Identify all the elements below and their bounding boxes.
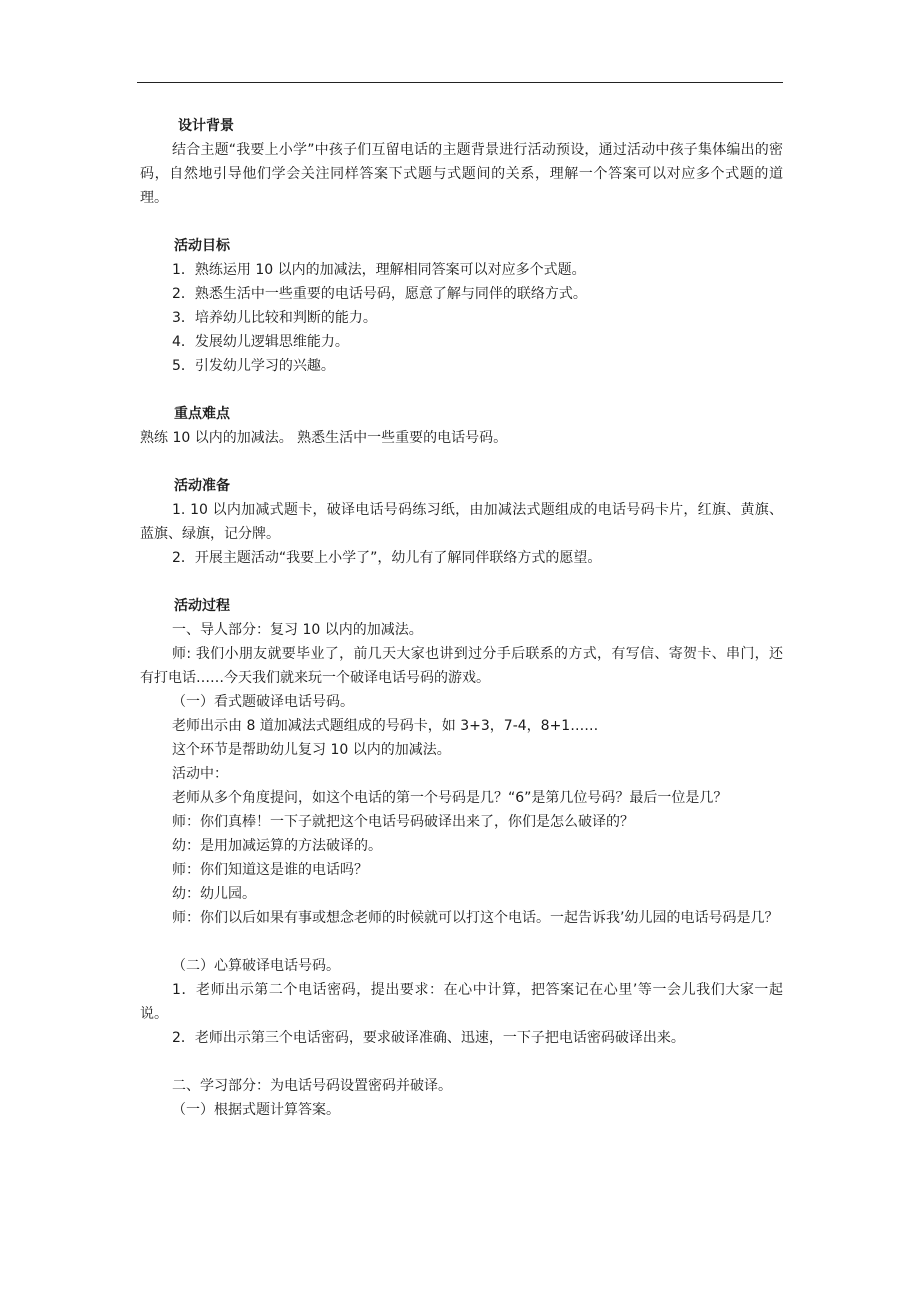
- process-line: 幼：幼儿园。: [172, 886, 256, 902]
- process-line: （一）看式题破译电话号码。: [172, 694, 354, 710]
- process-line: 老师出示由 8 道加减法式题组成的号码卡，如 3+3，7-4，8+1……: [172, 718, 599, 734]
- process-line: 这个环节是帮助幼儿复习 10 以内的加减法。: [172, 742, 451, 758]
- process-line: （一）根据式题计算答案。: [172, 1102, 340, 1118]
- key-points-text: 熟练 10 以内的加减法。 熟悉生活中一些重要的电话号码。: [140, 430, 508, 446]
- process-line: 师：你们真棒！一下子就把这个电话号码破译出来了，你们是怎么破译的？: [172, 814, 634, 830]
- section-title-key-points: 重点难点: [174, 406, 230, 422]
- process-line: 一、导人部分：复习 10 以内的加减法。: [172, 622, 423, 638]
- section-title-goals: 活动目标: [174, 238, 230, 254]
- preparation-item: 1. 10 以内加减式题卡，破译电话号码练习纸，由加减法式题组成的电话号码卡片，红旗、黄旗、蓝旗、绿旗，记分牌。: [140, 502, 783, 542]
- goal-item: 1．熟练运用 10 以内的加减法，理解相同答案可以对应多个式题。: [172, 262, 586, 278]
- goal-item: 2．熟悉生活中一些重要的电话号码，愿意了解与同伴的联络方式。: [172, 286, 587, 302]
- background-paragraph: 结合主题“我要上小学”中孩子们互留电话的主题背景进行活动预设，通过活动中孩子集体编出的密码，自然地引导他们学会关注同样答案下式题与式题间的关系，理解一个答案可以对应多个式题的道理。: [140, 142, 783, 206]
- process-line: 师: 我们小朋友就要毕业了，前几天大家也讲到过分手后联系的方式，有写信、寄贺卡、串门，还有打电话……今天我们就来玩一个破译电话号码的游戏。: [140, 646, 783, 686]
- document-body: [140, 114, 783, 1122]
- process-line: 二、学习部分：为电话号码设置密码并破译。: [172, 1078, 452, 1094]
- goal-item: 5．引发幼儿学习的兴趣。: [172, 358, 335, 374]
- section-title-preparation: 活动准备: [174, 478, 230, 494]
- process-line: 幼：是用加减运算的方法破译的。: [172, 838, 382, 854]
- process-line: 老师从多个角度提问，如这个电话的第一个号码是几？“6”是第几位号码？最后一位是几？: [172, 790, 728, 806]
- process-line: （二）心算破译电话号码。: [172, 958, 340, 974]
- process-line: 师：你们知道这是谁的电话吗？: [172, 862, 368, 878]
- process-line: 1．老师出示第二个电话密码，提出要求：在心中计算，把答案记在心里’等一会儿我们大家一起说。: [140, 982, 783, 1022]
- header-rule: [137, 82, 783, 83]
- process-line: 2．老师出示第三个电话密码，要求破译准确、迅速，一下子把电话密码破译出来。: [172, 1030, 685, 1046]
- goal-item: 4．发展幼儿逻辑思维能力。: [172, 334, 349, 350]
- section-title-background: 设计背景: [178, 118, 234, 134]
- process-line: 师：你们以后如果有事或想念老师的时候就可以打这个电话。一起告诉我’幼儿园的电话号码是几？: [172, 910, 779, 926]
- preparation-item: 2．开展主题活动“我要上小学了”，幼儿有了解同伴联络方式的愿望。: [172, 550, 602, 566]
- section-title-process: 活动过程: [174, 598, 230, 614]
- goal-item: 3．培养幼儿比较和判断的能力。: [172, 310, 377, 326]
- process-line: 活动中：: [172, 766, 228, 782]
